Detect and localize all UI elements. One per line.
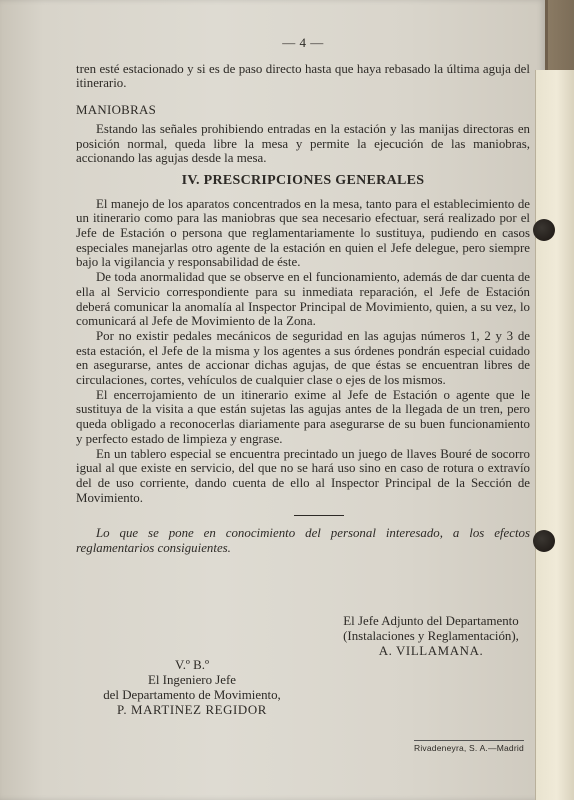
binder-hole-top [533, 219, 555, 241]
section-heading-maniobras: MANIOBRAS [76, 103, 157, 118]
signature-right-name: A. VILLAMANA. [378, 644, 484, 658]
signature-left-approval: V.º B.º [175, 658, 209, 672]
page-number: — 4 — [282, 35, 324, 50]
signature-right-title: El Jefe Adjunto del Departamento [343, 614, 519, 628]
paragraph-anormalidad: De toda anormalidad que se observe en el funcionamiento, además de dar cuenta de ella al Servicio correspondiente para su inmediata reparación, el Jefe de Estación deberá comunicar la anomalía al Inspector Principal de Movimiento, quien, a su vez, lo comunicará al Jefe de Movimiento de la Zona. [76, 270, 530, 329]
binder-hole-bottom [533, 530, 555, 552]
paragraph-encerrojamiento: El encerrojamiento de un itinerario exime al Jefe de Estación o agente que le sustituya de la visita a que están sujetas las agujas antes de la llegada de un tren, pero queda obligado a reconocerlas diariamente para asegurarse de su buen funcionamiento y perfecto estado de limpieza y engrase. [76, 387, 530, 446]
background-strip [548, 0, 574, 70]
underlying-sheet-edge [535, 70, 574, 800]
paragraph-maniobras: Estando las señales prohibiendo entradas en la estación y las manijas directoras en posición normal, queda libre la mesa y permite la ejecución de las maniobras, accionando las agujas desde la mesa. [76, 121, 530, 166]
signature-left-name: P. MARTINEZ REGIDOR [117, 703, 267, 717]
signature-block-left [92, 658, 292, 718]
printer-mark: Rivadeneyra, S. A.—Madrid [414, 740, 524, 753]
signature-block-right [324, 614, 538, 659]
notice-text: Lo que se pone en conocimiento del personal interesado, a los efectos reglamentarios consiguientes. [76, 526, 530, 556]
document-body [76, 36, 530, 556]
paragraph-pedales: Por no existir pedales mecánicos de seguridad en las agujas números 1, 2 y 3 de esta estación, el Jefe de la misma y los agentes a sus órdenes pondrán especial cuidado en asegurarse, antes de accionar dichas agujas, de que éstas se encuentran libres de circulaciones, cortes, vehículos de cualquier clase o ejes de los mismos. [76, 328, 530, 388]
separator-rule [294, 515, 344, 516]
paragraph-continuation: tren esté estacionado y si es de paso directo hasta que haya rebasado la última aguja del itinerario. [76, 61, 530, 91]
paragraph-tablero: En un tablero especial se encuentra precintado un juego de llaves Bouré de socorro igual al que existe en servicio, del que no se hará uso sino en caso de rotura o extravío del de uso corriente, dando cuenta de ello al Inspector Principal de la Sección de Movimiento. [76, 446, 530, 505]
chapter-heading: IV. PRESCRIPCIONES GENERALES [181, 172, 425, 188]
signature-right-subtitle: (Instalaciones y Reglamentación), [343, 629, 519, 643]
signature-left-department: del Departamento de Movimiento, [103, 688, 281, 702]
signature-left-title: El Ingeniero Jefe [147, 673, 237, 687]
paragraph-manejo: El manejo de los aparatos concentrados en la mesa, tanto para el establecimiento de un itinerario como para las maniobras que sea necesario efectuar, será realizado por el Jefe de Estación o persona que reglamentariamente lo sustituya, pudiendo en casos especiales manejarlas otro agente de la estación en quien el Jefe delegue, pero siempre bajo la vigilancia y responsabilidad de éste. [76, 196, 530, 270]
